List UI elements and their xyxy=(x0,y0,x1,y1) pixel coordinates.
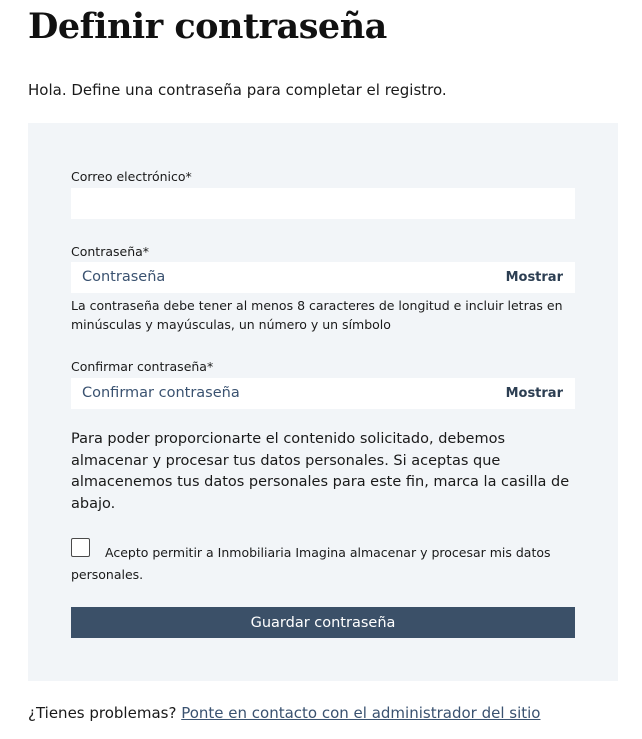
password-show-toggle[interactable]: Mostrar xyxy=(505,270,563,285)
consent-checkbox[interactable] xyxy=(71,538,90,557)
password-form-card xyxy=(28,123,618,681)
confirm-password-show-toggle[interactable]: Mostrar xyxy=(505,386,563,401)
confirm-password-placeholder: Confirmar contraseña xyxy=(82,385,240,401)
password-hint: La contraseña debe tener al menos 8 caracteres de longitud e incluir letras en minúsculas y mayúsculas, un número y un símbolo xyxy=(71,298,563,332)
password-field[interactable] xyxy=(71,262,575,293)
footer-help xyxy=(28,704,540,722)
confirm-password-field[interactable] xyxy=(71,378,575,409)
page-title: Definir contraseña xyxy=(28,6,387,47)
confirm-password-label: Confirmar contraseña* xyxy=(71,359,214,374)
consent-text: Para poder proporcionarte el contenido solicitado, debemos almacenar y procesar tus datos personales. Si aceptas que almacenemos tus datos personales para este fin, marca la casilla de abajo. xyxy=(71,431,570,512)
password-placeholder: Contraseña xyxy=(82,269,166,285)
password-label: Contraseña* xyxy=(71,244,150,259)
contact-admin-link[interactable]: Ponte en contacto con el administrador del sitio xyxy=(181,704,541,722)
email-label: Correo electrónico* xyxy=(71,169,192,184)
email-field[interactable] xyxy=(71,188,575,219)
footer-question: ¿Tienes problemas? xyxy=(28,704,177,722)
intro-text: Hola. Define una contraseña para completar el registro. xyxy=(28,81,447,99)
consent-checkbox-label[interactable]: Acepto permitir a Inmobiliaria Imagina almacenar y procesar mis datos personales. xyxy=(71,545,551,582)
save-password-button[interactable]: Guardar contraseña xyxy=(71,607,575,638)
